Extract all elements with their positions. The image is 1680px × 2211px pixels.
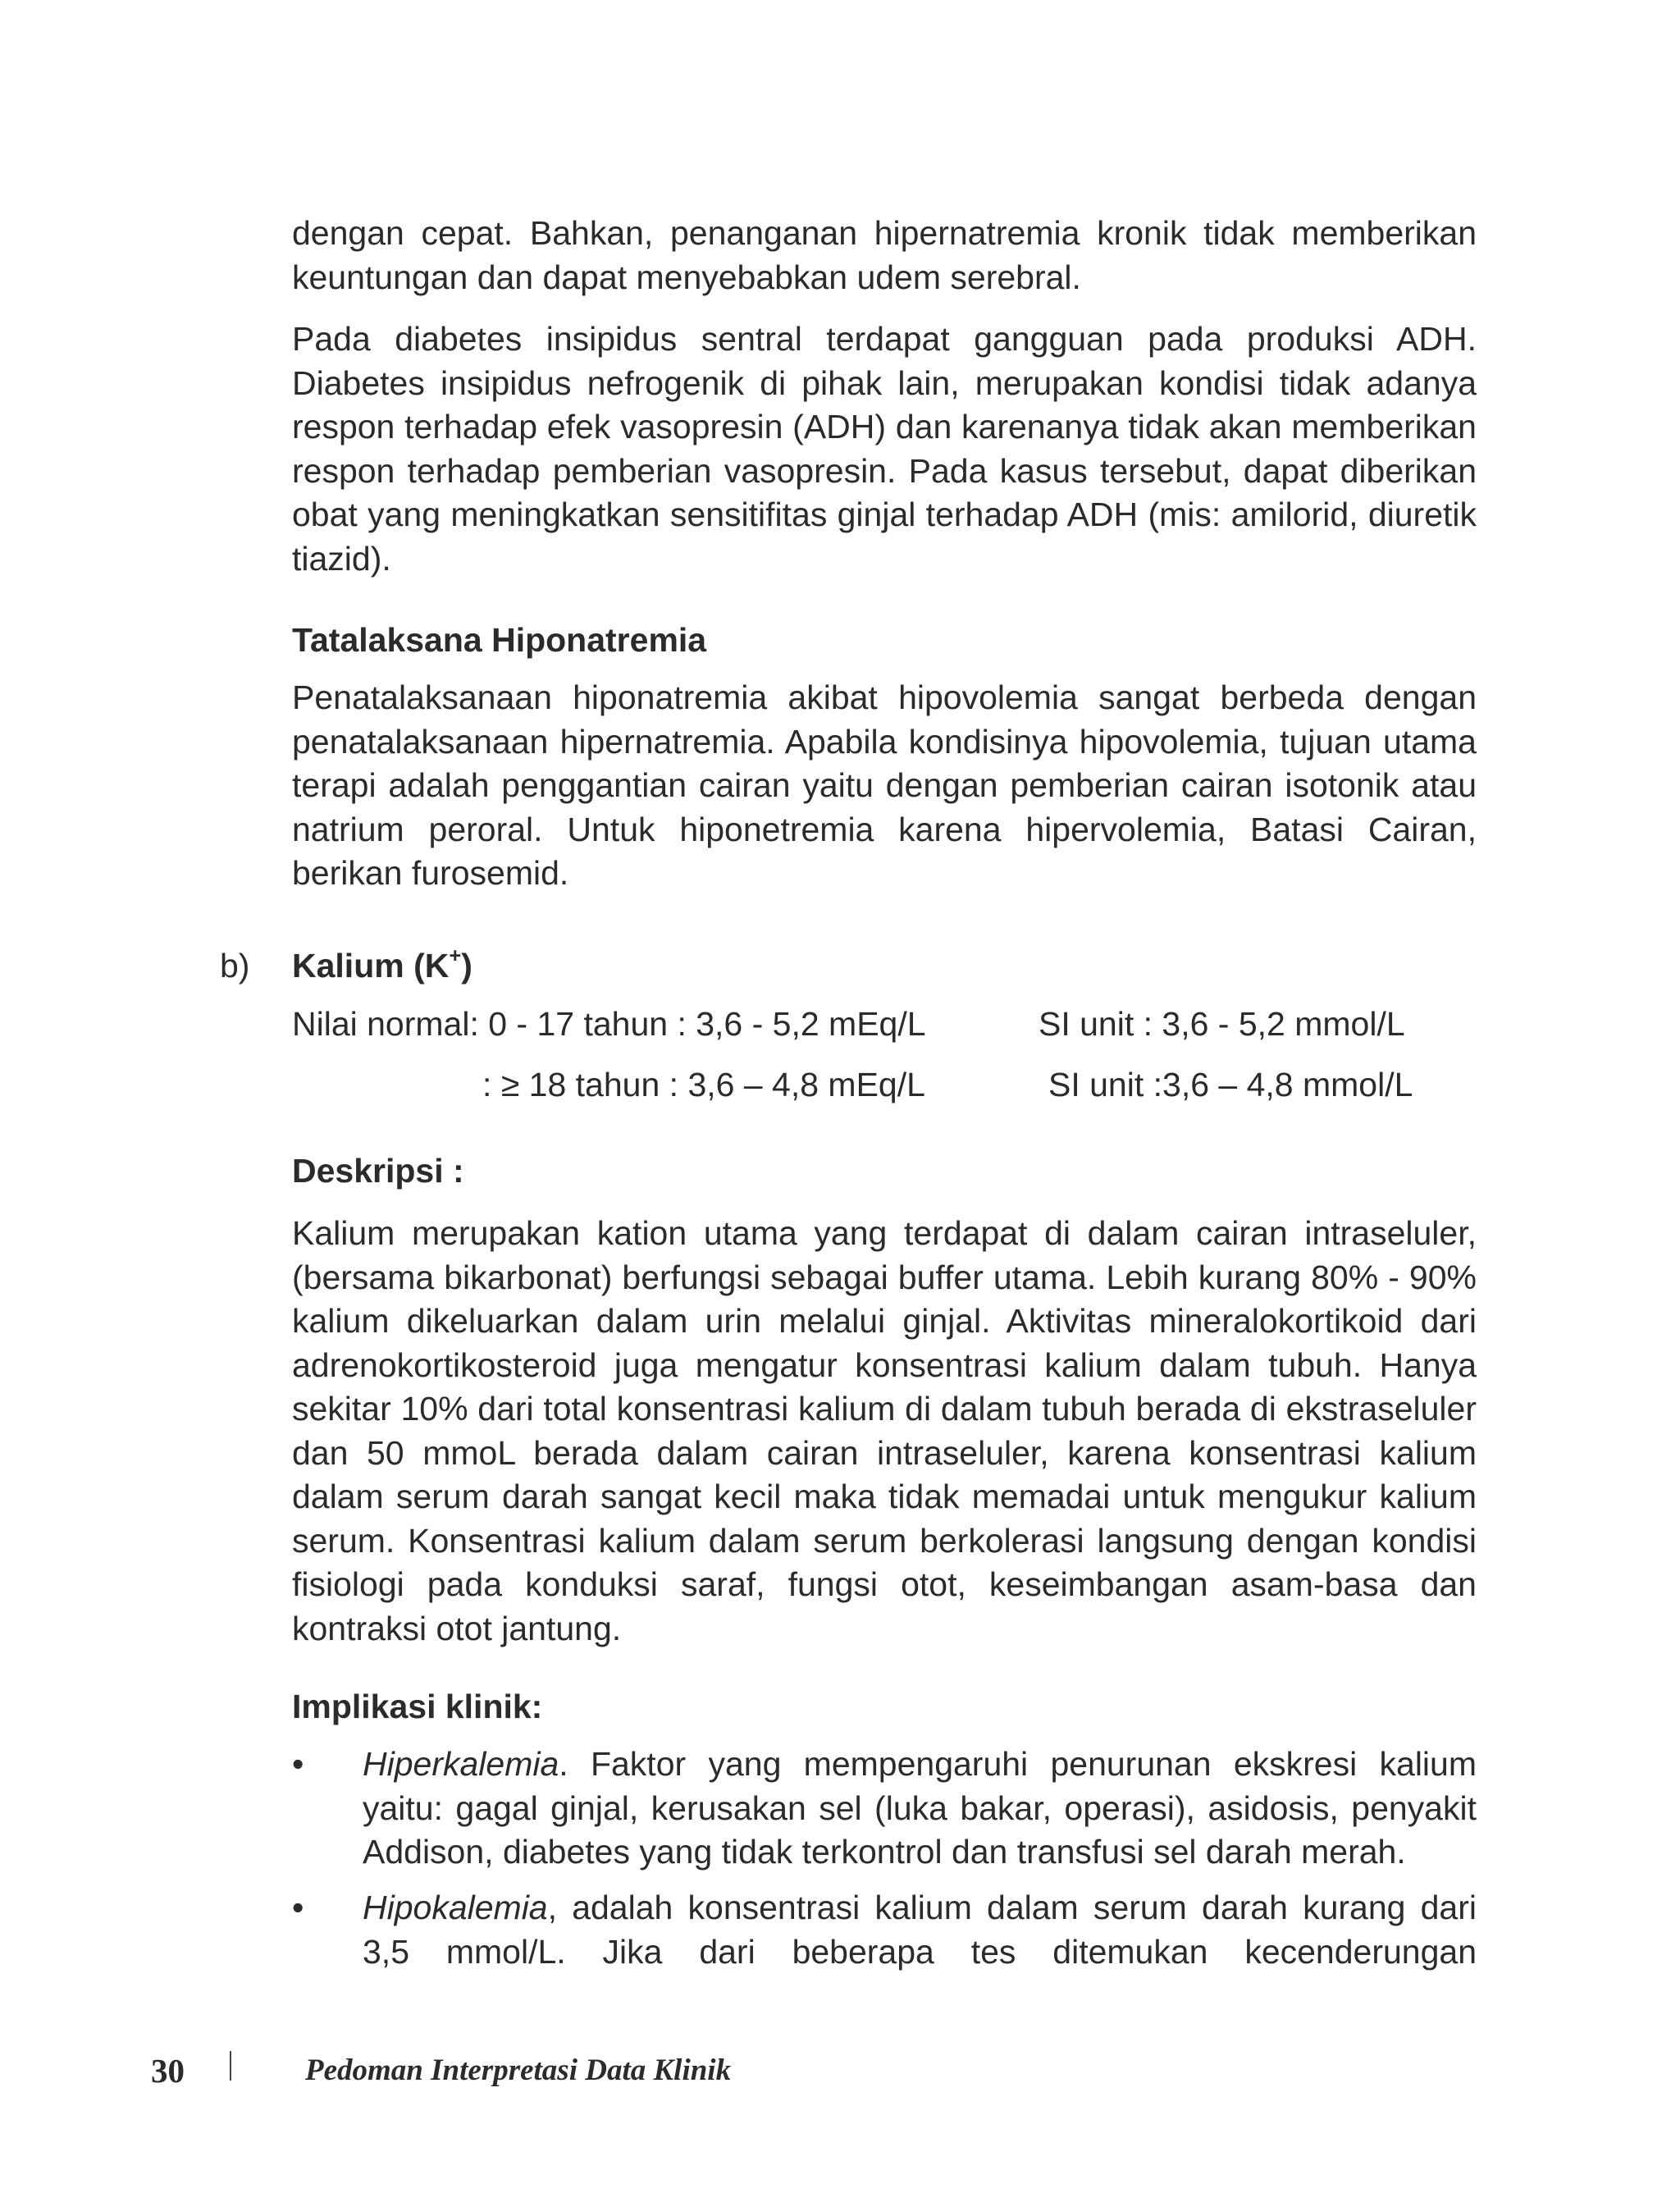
list-marker-b: b) [220, 947, 250, 984]
bullet-dot-1: • [292, 1745, 304, 1783]
normal-value-row1-left: Nilai normal: 0 - 17 tahun : 3,6 - 5,2 mEq/L [292, 1005, 926, 1043]
bullet-dot-2: • [292, 1889, 304, 1926]
heading-kalium-sup: + [449, 944, 462, 968]
heading-kalium [292, 944, 472, 988]
footer-divider [230, 2051, 231, 2081]
bullet-hiperkalemia-text: . Faktor yang mempengaruhi penurunan ekskresi kalium yaitu: gagal ginjal, kerusakan sel (luka bakar, operasi), asidosis, penyakit Addison, diabetes yang tidak terkontrol dan transfusi sel darah merah. [363, 1745, 1477, 1871]
page-number: 30 [151, 2052, 185, 2090]
bullet-hiperkalemia [363, 1743, 1477, 1875]
bullet-hipokalemia [363, 1886, 1477, 1974]
normal-value-row1-right: SI unit : 3,6 - 5,2 mmol/L [1039, 1005, 1405, 1043]
heading-tatalaksana-hiponatremia: Tatalaksana Hiponatremia [292, 621, 707, 659]
paragraph-hiponatremia: Penatalaksanaan hiponatremia akibat hipovolemia sangat berbeda dengan penatalaksanaan hipernatremia. Apabila kondisinya hipovolemia, tujuan utama terapi adalah penggantian cairan yaitu dengan pemberian cairan isotonik atau natrium peroral. Untuk hiponetremia karena hipervolemia, Batasi Cairan, berikan furosemid. [292, 678, 1477, 892]
paragraph-hypernatremia-end: dengan cepat. Bahkan, penanganan hipernatremia kronik tidak memberikan keuntungan dan dapat menyebabkan udem serebral. [292, 214, 1477, 296]
book-title: Pedoman Interpretasi Data Klinik [305, 2053, 732, 2087]
bullet-hipokalemia-term: Hipokalemia [363, 1889, 548, 1926]
heading-kalium-text: Kalium (K [292, 947, 450, 984]
normal-value-row2-right: SI unit :3,6 – 4,8 mmol/L [1048, 1066, 1413, 1103]
bullet-hipokalemia-text: , adalah konsentrasi kalium dalam serum darah kurang dari 3,5 mmol/L. Jika dari beberapa tes ditemukan kecenderungan [363, 1889, 1477, 1971]
heading-implikasi-klinik: Implikasi klinik: [292, 1688, 543, 1725]
paragraph-diabetes-insipidus: Pada diabetes insipidus sentral terdapat gangguan pada produksi ADH. Diabetes insipidus nefrogenik di pihak lain, merupakan kondisi tidak adanya respon terhadap efek vasopresin (ADH) dan karenanya tidak akan memberikan respon terhadap pemberian vasopresin. Pada kasus tersebut, dapat diberikan obat yang meningkatkan sensitifitas ginjal terhadap ADH (mis: amilorid, diuretik tiazid). [292, 320, 1477, 578]
heading-deskripsi: Deskripsi : [292, 1152, 464, 1190]
normal-value-row2-left: : ≥ 18 tahun : 3,6 – 4,8 mEq/L [482, 1066, 925, 1103]
paragraph-deskripsi-kalium: Kalium merupakan kation utama yang terdapat di dalam cairan intraseluler, (bersama bikarbonat) berfungsi sebagai buffer utama. Lebih kurang 80% - 90% kalium dikeluarkan dalam urin melalui ginjal. Aktivitas mineralokortikoid dari adrenokortikosteroid juga mengatur konsentrasi kalium dalam tubuh. Hanya sekitar 10% dari total konsentrasi kalium di dalam tubuh berada di ekstraseluler dan 50 mmoL berada dalam cairan intraseluler, karena konsentrasi kalium dalam serum darah sangat kecil maka tidak memadai untuk mengukur kalium serum. Konsentrasi kalium dalam serum berkolerasi langsung dengan kondisi fisiologi pada konduksi saraf, fungsi otot, keseimbangan asam-basa dan kontraksi otot jantung. [292, 1214, 1477, 1647]
heading-kalium-close: ) [461, 947, 472, 984]
bullet-hiperkalemia-term: Hiperkalemia [363, 1745, 559, 1783]
